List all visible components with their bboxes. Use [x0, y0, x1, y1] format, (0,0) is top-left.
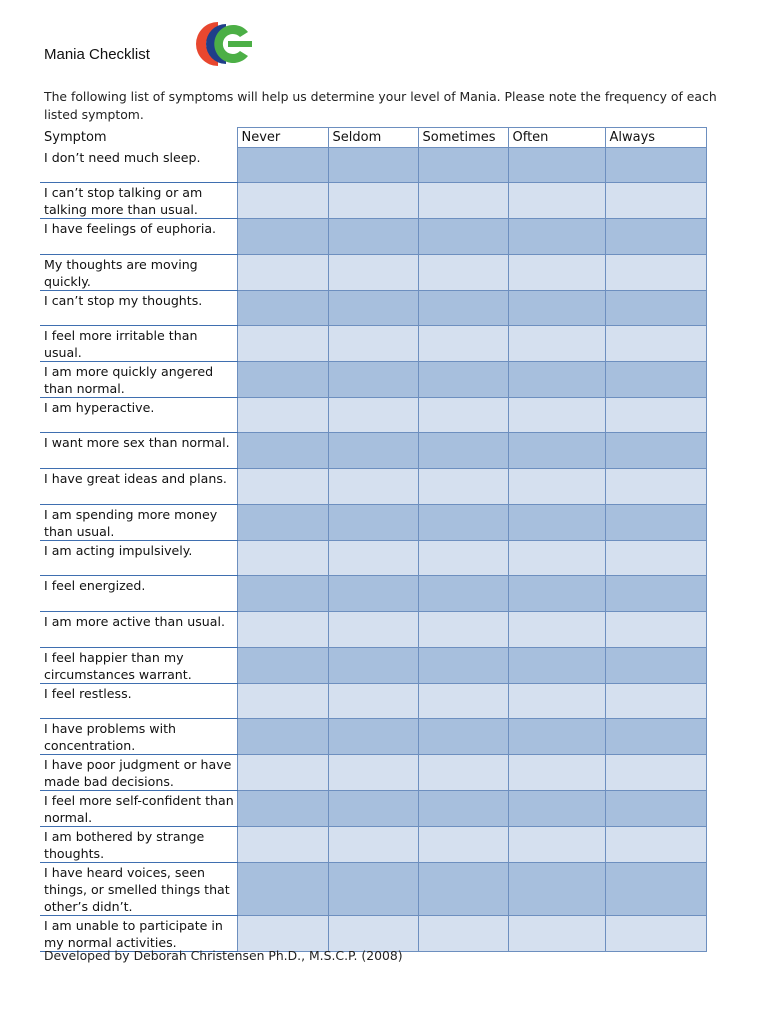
frequency-cell-seldom[interactable] — [328, 576, 418, 612]
frequency-cell-often[interactable] — [508, 863, 605, 916]
frequency-cell-never[interactable] — [237, 148, 328, 183]
frequency-cell-always[interactable] — [605, 916, 706, 952]
frequency-cell-often[interactable] — [508, 219, 605, 255]
frequency-cell-never[interactable] — [237, 505, 328, 541]
column-header-sometimes: Sometimes — [418, 128, 508, 148]
symptom-label: I am unable to participate in my normal activities. — [40, 916, 237, 952]
frequency-cell-seldom[interactable] — [328, 863, 418, 916]
frequency-cell-always[interactable] — [605, 255, 706, 291]
frequency-cell-always[interactable] — [605, 469, 706, 505]
frequency-cell-sometimes[interactable] — [418, 398, 508, 433]
frequency-cell-sometimes[interactable] — [418, 255, 508, 291]
symptom-label: I am more quickly angered than normal. — [40, 362, 237, 398]
frequency-cell-often[interactable] — [508, 505, 605, 541]
frequency-cell-seldom[interactable] — [328, 326, 418, 362]
frequency-cell-often[interactable] — [508, 433, 605, 469]
symptom-label: I want more sex than normal. — [40, 433, 237, 469]
frequency-cell-often[interactable] — [508, 648, 605, 684]
frequency-cell-always[interactable] — [605, 291, 706, 326]
frequency-cell-often[interactable] — [508, 916, 605, 952]
frequency-cell-never[interactable] — [237, 916, 328, 952]
frequency-cell-seldom[interactable] — [328, 505, 418, 541]
symptom-label: I have great ideas and plans. — [40, 469, 237, 505]
frequency-cell-never[interactable] — [237, 863, 328, 916]
frequency-cell-never[interactable] — [237, 719, 328, 755]
frequency-cell-seldom[interactable] — [328, 719, 418, 755]
frequency-cell-sometimes[interactable] — [418, 291, 508, 326]
frequency-cell-seldom[interactable] — [328, 612, 418, 648]
symptom-label: I have feelings of euphoria. — [40, 219, 237, 255]
frequency-cell-never[interactable] — [237, 576, 328, 612]
frequency-cell-often[interactable] — [508, 362, 605, 398]
frequency-cell-often[interactable] — [508, 183, 605, 219]
table-row — [40, 576, 706, 612]
frequency-cell-never[interactable] — [237, 219, 328, 255]
frequency-cell-often[interactable] — [508, 684, 605, 719]
frequency-cell-sometimes[interactable] — [418, 541, 508, 576]
table-row — [40, 469, 706, 505]
frequency-cell-seldom[interactable] — [328, 433, 418, 469]
frequency-cell-sometimes[interactable] — [418, 827, 508, 863]
frequency-cell-seldom[interactable] — [328, 755, 418, 791]
column-header-seldom: Seldom — [328, 128, 418, 148]
symptom-label: I feel more self-confident than normal. — [40, 791, 237, 827]
symptom-label: I am more active than usual. — [40, 612, 237, 648]
frequency-cell-never[interactable] — [237, 755, 328, 791]
frequency-cell-often[interactable] — [508, 576, 605, 612]
table-row — [40, 791, 706, 827]
table-row — [40, 827, 706, 863]
frequency-cell-always[interactable] — [605, 719, 706, 755]
frequency-cell-always[interactable] — [605, 755, 706, 791]
frequency-cell-seldom[interactable] — [328, 469, 418, 505]
frequency-cell-sometimes[interactable] — [418, 148, 508, 183]
frequency-cell-seldom[interactable] — [328, 684, 418, 719]
frequency-cell-always[interactable] — [605, 863, 706, 916]
symptom-label: I feel more irritable than usual. — [40, 326, 237, 362]
frequency-cell-never[interactable] — [237, 362, 328, 398]
frequency-cell-sometimes[interactable] — [418, 183, 508, 219]
frequency-cell-never[interactable] — [237, 541, 328, 576]
frequency-cell-sometimes[interactable] — [418, 505, 508, 541]
frequency-cell-never[interactable] — [237, 648, 328, 684]
frequency-cell-seldom[interactable] — [328, 291, 418, 326]
symptom-label: I am acting impulsively. — [40, 541, 237, 576]
frequency-cell-sometimes[interactable] — [418, 219, 508, 255]
symptom-label: I feel energized. — [40, 576, 237, 612]
frequency-cell-often[interactable] — [508, 469, 605, 505]
frequency-cell-sometimes[interactable] — [418, 362, 508, 398]
frequency-cell-seldom[interactable] — [328, 148, 418, 183]
frequency-cell-sometimes[interactable] — [418, 791, 508, 827]
frequency-cell-never[interactable] — [237, 433, 328, 469]
frequency-cell-seldom[interactable] — [328, 541, 418, 576]
frequency-cell-always[interactable] — [605, 791, 706, 827]
frequency-cell-sometimes[interactable] — [418, 863, 508, 916]
footer-credit: Developed by Deborah Christensen Ph.D., M.S.C.P. (2008) — [44, 948, 403, 963]
frequency-cell-never[interactable] — [237, 827, 328, 863]
symptom-label: I am spending more money than usual. — [40, 505, 237, 541]
frequency-cell-never[interactable] — [237, 291, 328, 326]
frequency-cell-seldom[interactable] — [328, 827, 418, 863]
frequency-cell-seldom[interactable] — [328, 398, 418, 433]
frequency-cell-sometimes[interactable] — [418, 433, 508, 469]
symptom-label: I am bothered by strange thoughts. — [40, 827, 237, 863]
symptom-table — [40, 127, 707, 952]
table-row — [40, 755, 706, 791]
frequency-cell-always[interactable] — [605, 541, 706, 576]
frequency-cell-sometimes[interactable] — [418, 719, 508, 755]
symptom-label: I have problems with concentration. — [40, 719, 237, 755]
frequency-cell-always[interactable] — [605, 362, 706, 398]
symptom-label: I am hyperactive. — [40, 398, 237, 433]
table-row — [40, 719, 706, 755]
frequency-cell-often[interactable] — [508, 827, 605, 863]
frequency-cell-always[interactable] — [605, 612, 706, 648]
frequency-cell-sometimes[interactable] — [418, 576, 508, 612]
table-row — [40, 219, 706, 255]
frequency-cell-always[interactable] — [605, 684, 706, 719]
frequency-cell-often[interactable] — [508, 255, 605, 291]
frequency-cell-often[interactable] — [508, 326, 605, 362]
frequency-cell-often[interactable] — [508, 791, 605, 827]
frequency-cell-seldom[interactable] — [328, 362, 418, 398]
frequency-cell-sometimes[interactable] — [418, 326, 508, 362]
frequency-cell-never[interactable] — [237, 684, 328, 719]
frequency-cell-never[interactable] — [237, 326, 328, 362]
frequency-cell-always[interactable] — [605, 148, 706, 183]
intro-text: The following list of symptoms will help us determine your level of Mania. Please note the frequency of each listed symptom. — [44, 89, 717, 122]
frequency-cell-seldom[interactable] — [328, 219, 418, 255]
frequency-cell-never[interactable] — [237, 398, 328, 433]
symptom-label: My thoughts are moving quickly. — [40, 255, 237, 291]
frequency-cell-always[interactable] — [605, 183, 706, 219]
frequency-cell-never[interactable] — [237, 469, 328, 505]
frequency-cell-sometimes[interactable] — [418, 684, 508, 719]
page-title: Mania Checklist — [44, 46, 150, 63]
frequency-cell-sometimes[interactable] — [418, 755, 508, 791]
table-row — [40, 612, 706, 648]
frequency-cell-never[interactable] — [237, 183, 328, 219]
frequency-cell-always[interactable] — [605, 648, 706, 684]
frequency-cell-often[interactable] — [508, 291, 605, 326]
frequency-cell-often[interactable] — [508, 148, 605, 183]
frequency-cell-never[interactable] — [237, 255, 328, 291]
symptom-label: I can’t stop talking or am talking more than usual. — [40, 183, 237, 219]
frequency-cell-often[interactable] — [508, 398, 605, 433]
symptom-label: I don’t need much sleep. — [40, 148, 237, 183]
column-header-often: Often — [508, 128, 605, 148]
table-header-row — [40, 128, 706, 148]
frequency-cell-often[interactable] — [508, 755, 605, 791]
frequency-cell-always[interactable] — [605, 433, 706, 469]
table-row — [40, 916, 706, 952]
frequency-cell-never[interactable] — [237, 791, 328, 827]
frequency-cell-always[interactable] — [605, 219, 706, 255]
frequency-cell-always[interactable] — [605, 505, 706, 541]
frequency-cell-seldom[interactable] — [328, 648, 418, 684]
column-header-symptom: Symptom — [40, 128, 237, 148]
table-row — [40, 398, 706, 433]
table-row — [40, 255, 706, 291]
symptom-label: I feel happier than my circumstances warrant. — [40, 648, 237, 684]
symptom-label: I feel restless. — [40, 684, 237, 719]
table-row — [40, 863, 706, 916]
table-row — [40, 183, 706, 219]
frequency-cell-always[interactable] — [605, 576, 706, 612]
logo-icon — [188, 16, 256, 72]
table-row — [40, 541, 706, 576]
frequency-cell-seldom[interactable] — [328, 791, 418, 827]
frequency-cell-always[interactable] — [605, 398, 706, 433]
table-row — [40, 148, 706, 183]
column-header-never: Never — [237, 128, 328, 148]
table-row — [40, 326, 706, 362]
table-row — [40, 505, 706, 541]
frequency-cell-sometimes[interactable] — [418, 916, 508, 952]
table-row — [40, 291, 706, 326]
frequency-cell-always[interactable] — [605, 827, 706, 863]
frequency-cell-often[interactable] — [508, 719, 605, 755]
table-row — [40, 433, 706, 469]
symptom-label: I have heard voices, seen things, or smelled things that other’s didn’t. — [40, 863, 237, 916]
frequency-cell-sometimes[interactable] — [418, 612, 508, 648]
column-header-always: Always — [605, 128, 706, 148]
table-row — [40, 362, 706, 398]
frequency-cell-never[interactable] — [237, 612, 328, 648]
frequency-cell-seldom[interactable] — [328, 255, 418, 291]
frequency-cell-seldom[interactable] — [328, 183, 418, 219]
frequency-cell-seldom[interactable] — [328, 916, 418, 952]
frequency-cell-always[interactable] — [605, 326, 706, 362]
frequency-cell-sometimes[interactable] — [418, 469, 508, 505]
symptom-label: I have poor judgment or have made bad decisions. — [40, 755, 237, 791]
frequency-cell-sometimes[interactable] — [418, 648, 508, 684]
symptom-label: I can’t stop my thoughts. — [40, 291, 237, 326]
table-row — [40, 648, 706, 684]
frequency-cell-often[interactable] — [508, 612, 605, 648]
frequency-cell-often[interactable] — [508, 541, 605, 576]
table-row — [40, 684, 706, 719]
